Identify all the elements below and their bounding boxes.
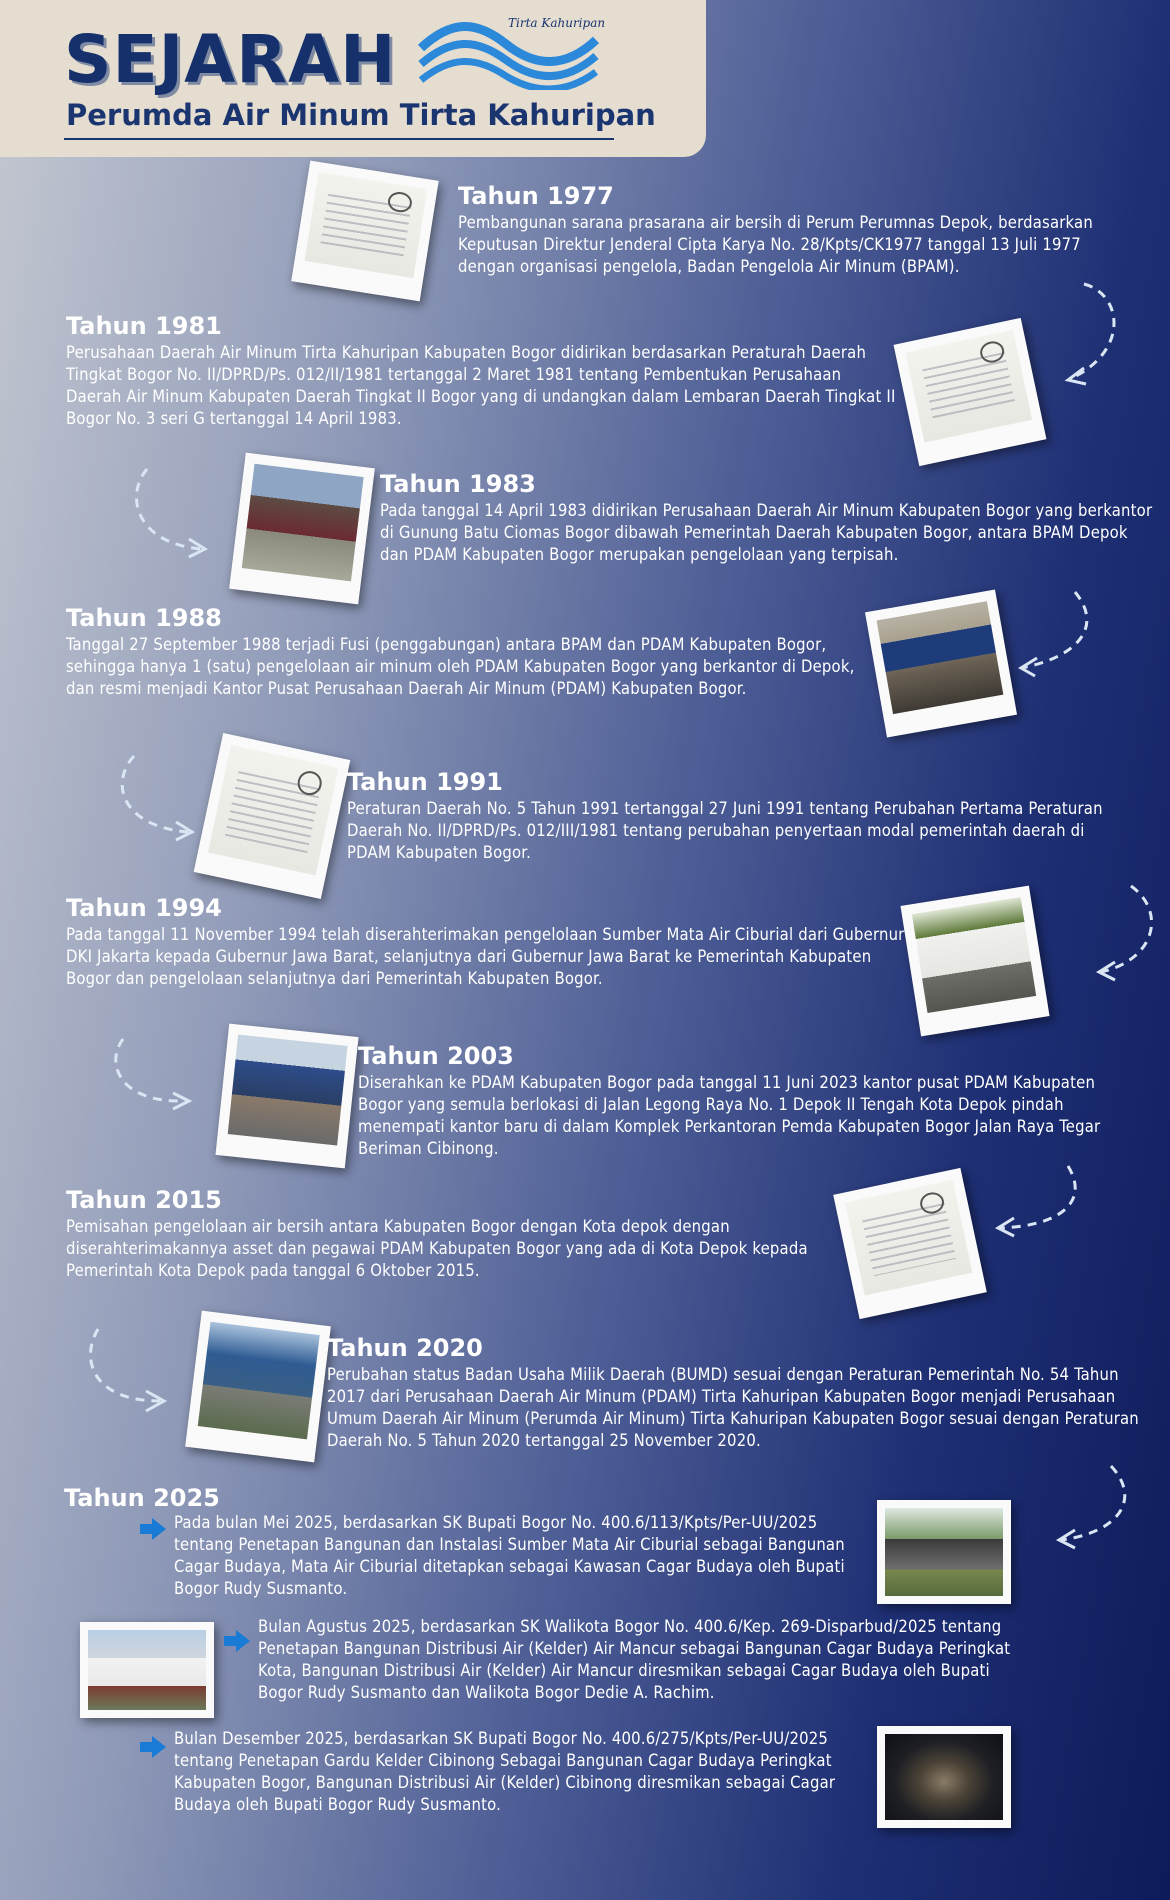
document-photo-1981 [894,318,1047,466]
building-photo-1983 [229,453,375,605]
timeline-entry-2020 [327,1334,1147,1452]
timeline-entry-1994 [66,894,906,990]
timeline-text: Peraturan Daerah No. 5 Tahun 1991 tertanggal 27 Juni 1991 tentang Perubahan Pertama Peraturan Daerah No. II/DPRD/Ps. 012/III/1981 tentang perubahan penyertaan modal pemerintah daerah di PDAM Kabupaten Bogor. [347,799,1103,862]
timeline-entry-1981 [66,312,896,430]
dashed-arrow-icon [1060,280,1130,390]
monument-photo-2025-3 [877,1726,1011,1828]
timeline-entry-1983 [380,470,1160,566]
dashed-arrow-icon [125,465,215,560]
dashed-arrow-icon [1055,1462,1135,1552]
timeline-entry-1977 [458,182,1118,278]
timeline-year: Tahun 2025 [64,1484,220,1512]
document-photo-1991 [194,733,351,899]
document-photo-2015 [833,1168,987,1319]
timeline-entry-2015 [66,1186,846,1282]
page-subtitle: Perumda Air Minum Tirta Kahuripan [66,98,656,132]
timeline-text: Pemisahan pengelolaan air bersih antara Kabupaten Bogor dengan Kota depok dengan diserahterimakannya asset dan pegawai PDAM Kabupaten Bogor yang ada di Kota Depok kepada Pemerintah Kota Depok pada tanggal 6 Oktober 2015. [66,1217,808,1280]
timeline-year: Tahun 2015 [66,1186,222,1214]
dashed-arrow-icon [105,1035,195,1115]
timeline-text: Perubahan status Badan Usaha Milik Daerah (BUMD) sesuai dengan Peraturan Pemerintah No. 54 Tahun 2017 dari Perusahaan Daerah Air Minum (PDAM) Tirta Kahuripan Kabupaten Bogor menjadi Perusahaan Umum Daerah Air Minum (Perumda Air Minum) Tirta Kahuripan Kabupaten Bogor sesuai dengan Peraturan Daerah No. 5 Tahun 2020 tertanggal 25 November 2020. [327,1365,1139,1450]
building-photo-1988 [865,590,1017,738]
timeline-text: Perusahaan Daerah Air Minum Tirta Kahuripan Kabupaten Bogor didirikan berdasarkan Peraturah Daerah Tingkat Bogor No. II/DPRD/Ps. 012/II/1981 tertanggal 2 Maret 1981 tentang Pembentukan Perusahaan Daerah Air Minum Kabupaten Daerah Tingkat II Bogor yang di undangkan dalam Lembaran Daerah Tingkat II Bogor No. 3 seri G tertanggal 14 April 1983. [66,343,896,428]
timeline-text: Pada bulan Mei 2025, berdasarkan SK Bupati Bogor No. 400.6/113/Kpts/Per-UU/2025 tentang Penetapan Bangunan dan Instalasi Sumber Mata Air Ciburial sebagai Bangunan Cagar Budaya, Mata Air Ciburial ditetapkan sebagai Kawasan Cagar Budaya oleh Bupati Bogor Rudy Susmanto. [174,1513,845,1598]
header-divider [64,138,614,140]
timeline-text: Bulan Agustus 2025, berdasarkan SK Walikota Bogor No. 400.6/Kep. 269-Disparbud/2025 tentang Penetapan Bangunan Distribusi Air (Kelder) Air Mancur sebagai Bangunan Cagar Budaya Peringkat Kota, Bangunan Distribusi Air (Kelder) Air Mancur diresmikan sebagai Cagar Budaya oleh Bupati Bogor Rudy Susmanto dan Walikota Bogor Dedie A. Rachim. [258,1617,1011,1702]
dashed-arrow-icon [1095,882,1165,982]
timeline-text: Tanggal 27 September 1988 terjadi Fusi (penggabungan) antara BPAM dan PDAM Kabupaten Bogor, sehingga hanya 1 (satu) pengelolaan air minum oleh PDAM Kabupaten Bogor yang berkantor di Depok, dan resmi menjadi Kantor Pusat Perusahaan Daerah Air Minum (PDAM) Kabupaten Bogor. [66,635,855,698]
timeline-entry-2025 [64,1484,364,1514]
header-banner [0,0,706,157]
timeline-year: Tahun 1981 [66,312,222,340]
building-photo-2003 [215,1024,358,1169]
timeline-year: Tahun 2003 [358,1042,514,1070]
year-2025-item-1 [174,1512,874,1600]
year-2025-item-2 [258,1616,1038,1704]
timeline-year: Tahun 1994 [66,894,222,922]
year-2025-item-3 [174,1728,874,1816]
arrow-bullet-icon [140,1518,166,1540]
group-photo-2025-1 [877,1500,1011,1604]
timeline-year: Tahun 1977 [458,182,614,210]
dashed-arrow-icon [110,752,200,842]
timeline-year: Tahun 1988 [66,604,222,632]
timeline-entry-1991 [347,768,1127,864]
timeline-text: Bulan Desember 2025, berdasarkan SK Bupati Bogor No. 400.6/275/Kpts/Per-UU/2025 tentang Penetapan Gardu Kelder Cibinong Sebagai Bangunan Cagar Budaya Peringkat Kabupaten Bogor, Bangunan Distribusi Air (Kelder) Cibinong diresmikan sebagai Cagar Budaya oleh Bupati Bogor Rudy Susmanto. [174,1729,836,1814]
building-photo-1994 [900,886,1049,1037]
arrow-bullet-icon [140,1736,166,1758]
timeline-text: Pada tanggal 14 April 1983 didirikan Perusahaan Daerah Air Minum Kabupaten Bogor yang berkantor di Gunung Batu Ciomas Bogor dibawah Pemerintah Daerah Kabupaten Bogor, antara BPAM Depok dan PDAM Kabupaten Bogor merupakan pengelolaan yang terpisah. [380,501,1153,564]
timeline-year: Tahun 1983 [380,470,536,498]
timeline-text: Pembangunan sarana prasarana air bersih di Perum Perumnas Depok, berdasarkan Keputusan Direktur Jenderal Cipta Karya No. 28/Kpts/CK1977 tanggal 13 Juli 1977 dengan organisasi pengelola, Badan Pengelola Air Minum (BPAM). [458,213,1093,276]
dashed-arrow-icon [1015,588,1095,678]
page-title: SEJARAH [64,21,397,98]
dashed-arrow-icon [80,1325,170,1415]
arrow-bullet-icon [224,1630,250,1652]
timeline-year: Tahun 2020 [327,1334,483,1362]
building-photo-2025-2 [80,1622,214,1718]
timeline-text: Pada tanggal 11 November 1994 telah diserahterimakan pengelolaan Sumber Mata Air Ciburial dari Gubernur DKI Jakarta kepada Gubernur Jawa Barat, selanjutnya dari Gubernur Jawa Barat ke Pemerintah Kabupaten Bogor dan pengelolaan selanjutnya dari Pemerintah Kabupaten Bogor. [66,925,905,988]
timeline-entry-1988 [66,604,866,700]
building-photo-2020 [185,1311,331,1463]
timeline-year: Tahun 1991 [347,768,503,796]
document-photo-1977 [291,161,438,302]
logo-text: Tirta Kahuripan [508,16,606,30]
timeline-text: Diserahkan ke PDAM Kabupaten Bogor pada tanggal 11 Juni 2023 kantor pusat PDAM Kabupaten Bogor yang semula berlokasi di Jalan Legong Raya No. 1 Depok II Tengah Kota Depok pindah menempati kantor baru di dalam Komplek Perkantoran Pemda Kabupaten Bogor Jalan Raya Tegar Beriman Cibinong. [358,1073,1101,1158]
timeline-entry-2003 [358,1042,1138,1160]
dashed-arrow-icon [990,1162,1080,1242]
